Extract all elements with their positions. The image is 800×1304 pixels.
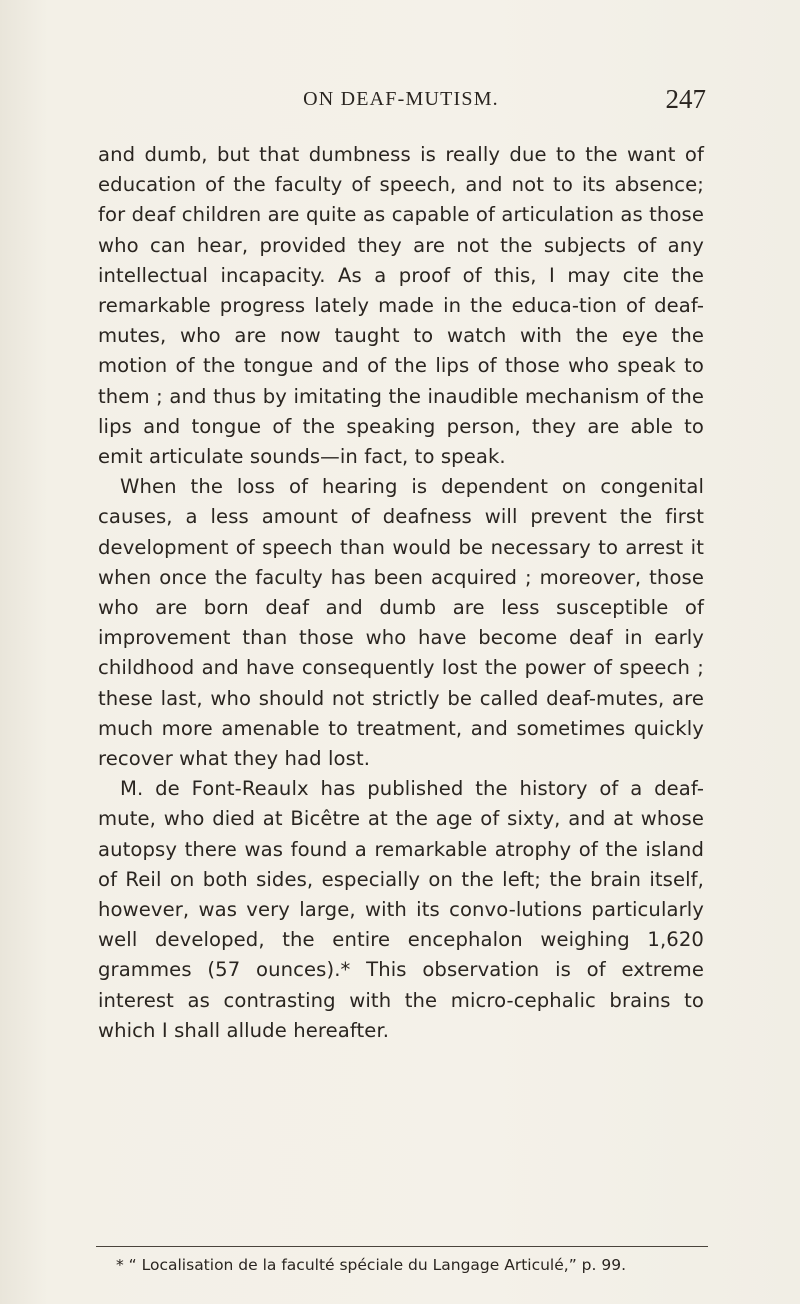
body-text bbox=[98, 140, 704, 1046]
footnote: * “ Localisation de la faculté spéciale du Langage Articulé,” p. 99. bbox=[116, 1256, 626, 1274]
running-title: ON DEAF-MUTISM. bbox=[303, 88, 499, 110]
footnote-rule bbox=[96, 1246, 708, 1247]
page-number: 247 bbox=[665, 84, 706, 114]
paragraph: When the loss of hearing is dependent on congenital causes, a less amount of deafness will prevent the first development of speech than would be necessary to arrest it when once the faculty has been acquired ; moreover, those who are born deaf and dumb are less susceptible of improvement than those who have become deaf in early childhood and have consequently lost the power of speech ; these last, who should not strictly be called deaf-mutes, are much more amenable to treatment, and sometimes quickly recover what they had lost. bbox=[98, 475, 704, 771]
running-head bbox=[96, 86, 706, 116]
paragraph: M. de Font-Reaulx has published the history of a deaf-mute, who died at Bicêtre at the age of sixty, and at whose autopsy there was found a remarkable atrophy of the island of Reil on both sides, especially on the left; the brain itself, however, was very large, with its convo-lutions particularly well developed, the entire encephalon weighing 1,620 grammes (57 ounces).* This observation is of extreme interest as contrasting with the micro-cephalic brains to which I shall allude hereafter. bbox=[98, 777, 704, 1042]
paragraph: and dumb, but that dumbness is really due to the want of education of the faculty of speech, and not to its absence; for deaf children are quite as capable of articulation as those who can hear, provided they are not the subjects of any intellectual incapacity. As a proof of this, I may cite the remarkable progress lately made in the educa-tion of deaf-mutes, who are now taught to watch with the eye the motion of the tongue and of the lips of those who speak to them ; and thus by imitating the inaudible mechanism of the lips and tongue of the speaking person, they are able to emit articulate sounds—in fact, to speak. bbox=[98, 143, 704, 469]
